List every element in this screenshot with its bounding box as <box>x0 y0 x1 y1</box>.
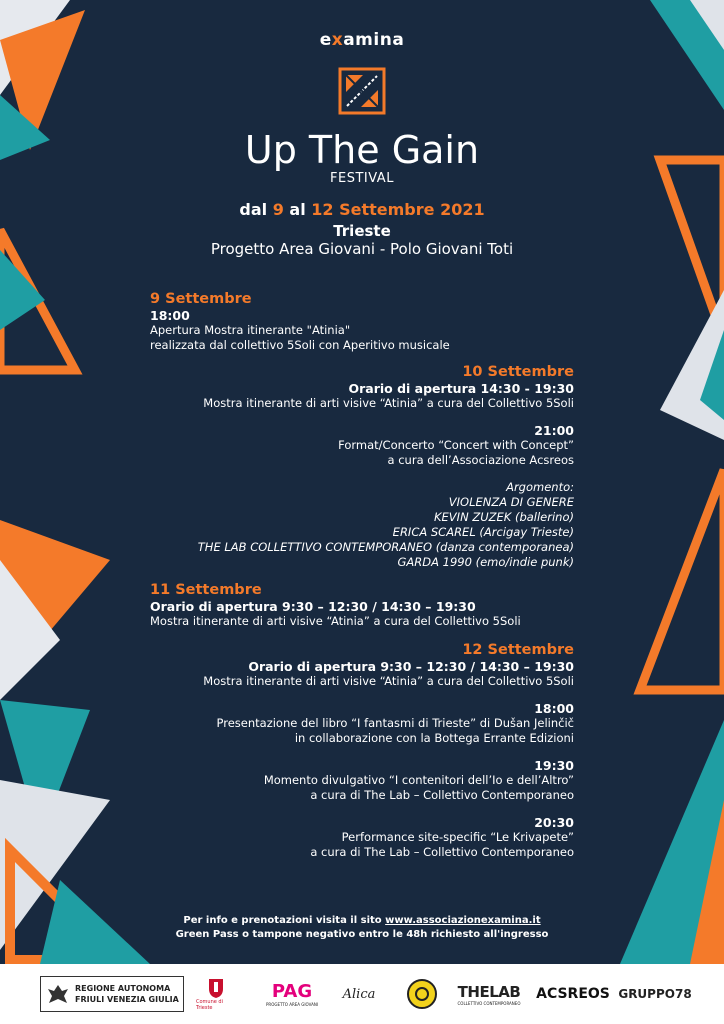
logo-regione-fvg: REGIONE AUTONOMA FRIULI VENEZIA GIULIA <box>40 976 184 1012</box>
day-11-label: 11 Settembre <box>150 582 262 598</box>
day-10-argument-label: Argomento: <box>506 480 574 494</box>
day-10-line: a cura dell’Associazione Acsreos <box>387 453 574 467</box>
sponsor-footer <box>0 964 724 1024</box>
day-12-time: 20:30 <box>534 815 574 830</box>
day-12-hours-desc: Mostra itinerante di arti visive “Atinia” a cura del Collettivo 5Soli <box>203 674 574 688</box>
info-text: Per info e prenotazioni visita il sito <box>183 915 386 926</box>
day-12-line: Performance site-specific “Le Krivapete” <box>341 830 574 844</box>
day-12-hours: Orario di apertura 9:30 – 12:30 / 14:30 – 19:30 <box>248 659 574 674</box>
day-12-line: in collaborazione con la Bottega Errante Edizioni <box>294 731 574 745</box>
festival-dates: dal 9 al 12 Settembre 2021 <box>239 200 485 219</box>
logo-thelab: THELAB COLLETTIVO CONTEMPORANEO <box>457 982 521 1006</box>
day-12-label: 12 Settembre <box>462 642 574 658</box>
day-9-block <box>150 290 450 353</box>
festival-title: Up The Gain <box>244 128 480 172</box>
day-10-argument: ERICA SCAREL (Arcigay Trieste) <box>392 525 574 539</box>
day-9-line: realizzata dal collettivo 5Soli con Aperitivo musicale <box>150 338 450 352</box>
day-12-block <box>203 641 574 860</box>
day-12-time: 18:00 <box>534 701 574 716</box>
day-10-hours: Orario di apertura 14:30 - 19:30 <box>348 381 574 396</box>
logo-alica: Alica <box>342 986 376 1002</box>
festival-logo-icon <box>337 66 387 116</box>
day-12-line: a cura di The Lab – Collettivo Contemporaneo <box>310 845 574 859</box>
day-10-line: Format/Concerto “Concert with Concept” <box>338 438 574 452</box>
coat-of-arms-icon <box>208 977 224 999</box>
eagle-icon <box>47 983 69 1007</box>
day-12-line: a cura di The Lab – Collettivo Contemporaneo <box>310 788 574 802</box>
day-10-block <box>198 363 574 570</box>
logo-yellow-circle <box>404 976 440 1012</box>
day-9-time: 18:00 <box>150 308 190 323</box>
day-9-line: Apertura Mostra itinerante "Atinia" <box>150 323 351 337</box>
day-10-argument: KEVIN ZUZEK (ballerino) <box>434 510 574 524</box>
day-12-line: Presentazione del libro “I fantasmi di Trieste” di Dušan Jelinčič <box>216 716 574 730</box>
day-10-label: 10 Settembre <box>462 364 574 380</box>
day-12-line: Momento divulgativo “I contenitori dell’Io e dell’Altro” <box>263 773 574 787</box>
day-12-time: 19:30 <box>534 758 574 773</box>
brand-logo: examina <box>319 30 405 50</box>
logo-acsreos: ACSREOS <box>536 986 610 1002</box>
logo-pag: PAG PROGETTO AREA GIOVANI <box>266 981 318 1007</box>
festival-city: Trieste <box>333 222 391 240</box>
day-10-time: 21:00 <box>534 423 574 438</box>
festival-subtitle: FESTIVAL <box>330 171 394 186</box>
day-9-label: 9 Settembre <box>150 291 252 307</box>
logo-comune-trieste: Comune di Trieste <box>196 976 236 1012</box>
website-link[interactable]: www.associazionexamina.it <box>385 915 541 926</box>
logo-gruppo78: GRUPPO78 <box>618 987 692 1001</box>
deco-shape <box>0 250 45 330</box>
info-block <box>0 914 724 942</box>
day-10-hours-desc: Mostra itinerante di arti visive “Atinia” a cura del Collettivo 5Soli <box>203 396 574 410</box>
day-11-hours-desc: Mostra itinerante di arti visive “Atinia” a cura del Collettivo 5Soli <box>150 614 521 628</box>
green-pass-note: Green Pass o tampone negativo entro le 48h richiesto all'ingresso <box>175 929 549 940</box>
deco-shape <box>640 470 724 690</box>
day-11-block <box>150 581 521 629</box>
day-11-hours: Orario di apertura 9:30 – 12:30 / 14:30 – 19:30 <box>150 599 476 614</box>
festival-venue: Progetto Area Giovani - Polo Giovani Toti <box>210 240 514 258</box>
day-10-argument: GARDA 1990 (emo/indie punk) <box>397 555 574 569</box>
day-10-argument: THE LAB COLLETTIVO CONTEMPORANEO (danza contemporanea) <box>197 540 574 554</box>
circle-logo-icon <box>407 979 437 1009</box>
day-10-argument: VIOLENZA DI GENERE <box>448 495 574 509</box>
